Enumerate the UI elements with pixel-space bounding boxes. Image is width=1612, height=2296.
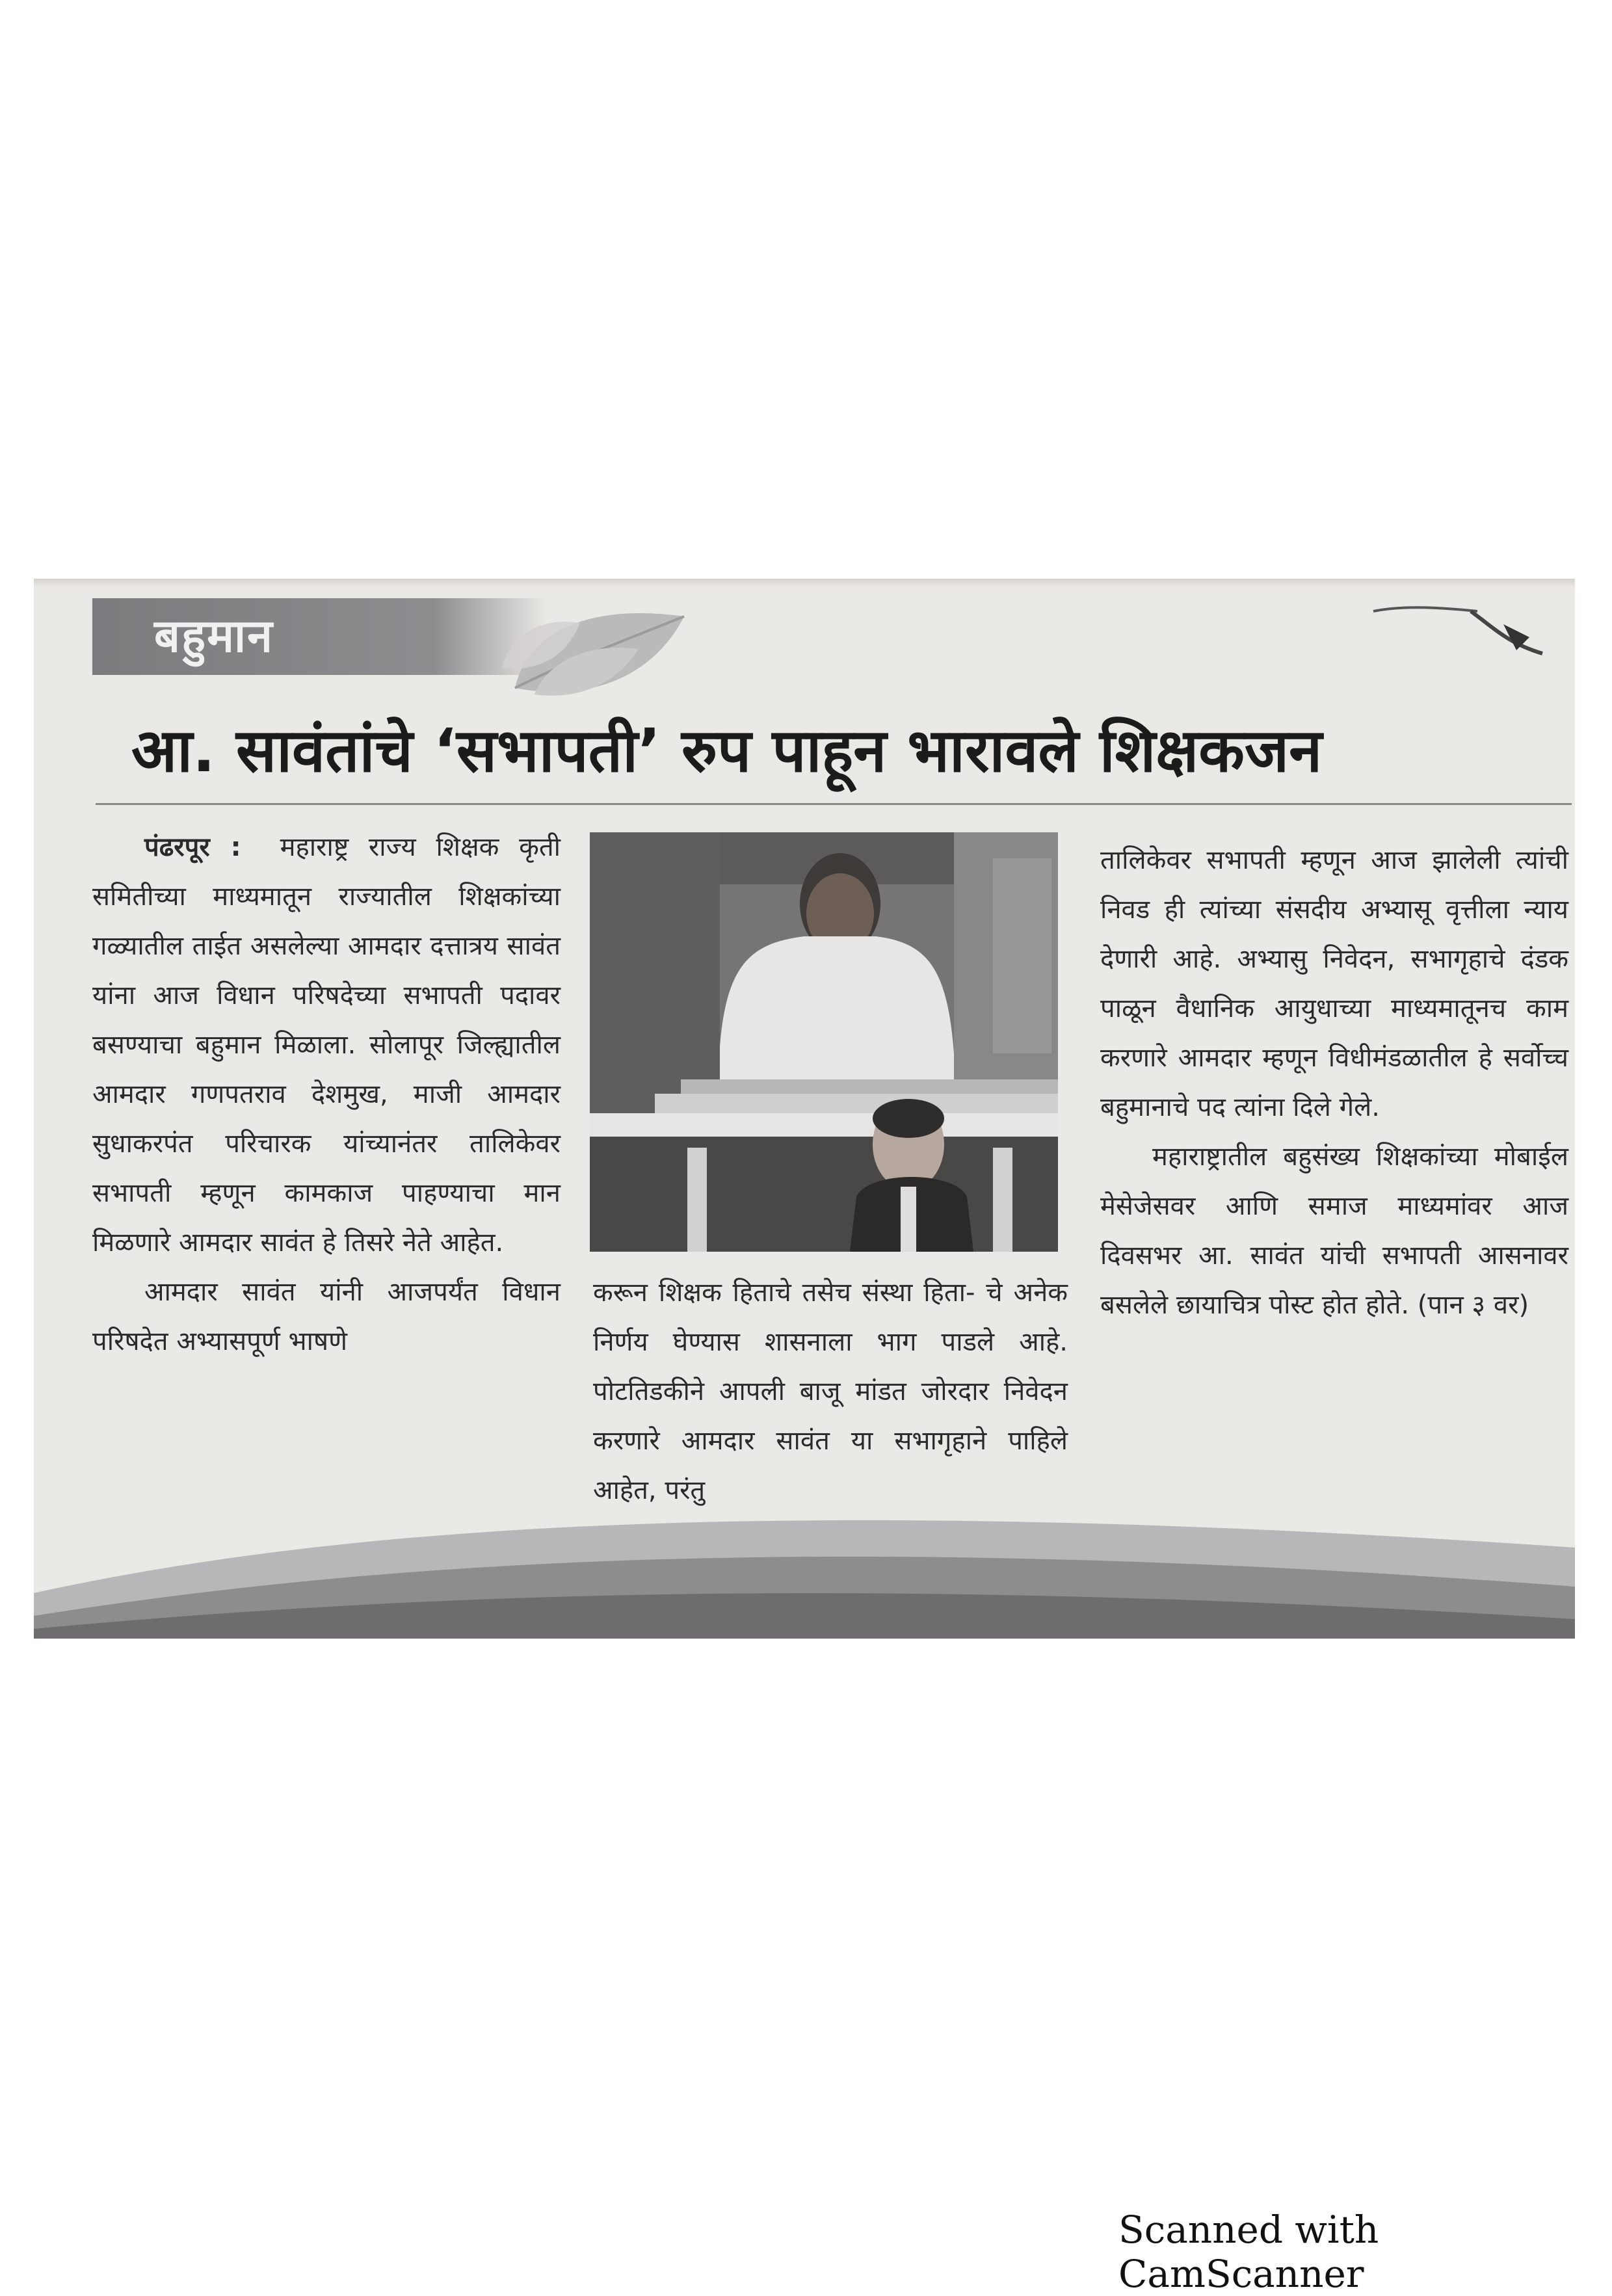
column3-paragraph-1: तालिकेवर सभापती म्हणून आज झालेली त्यांची निवड ही त्यांच्या संसदीय अभ्यासू वृत्तीला न्याय देणारी आहे. अभ्यासु निवेदन, सभागृहाचे दंडक पाळून वैधानिक आयुधाच्या माध्यमातूनच काम करणारे आमदार म्हणून विधीमंडळातील हे सर्वोच्च बहुमानाचे पद त्यांना दिले गेले. (1100, 845, 1568, 1122)
newspaper-clipping (34, 579, 1575, 1639)
clipping-edge (34, 579, 1575, 588)
article-headline: आ. सावंतांचे ‘सभापती’ रुप पाहून भारावले शिक्षकजन (131, 716, 1323, 785)
headline-rule (96, 803, 1572, 805)
section-tab (92, 598, 548, 675)
article-column-3 (1100, 836, 1568, 1330)
article-column-1 (92, 823, 561, 1366)
column3-paragraph-2: महाराष्ट्रातील बहुसंख्य शिक्षकांच्या मोबाईल मेसेजेसवर आणि समाज माध्यमांवर आज दिवसभर आ. सावंत यांची सभापती आसनावर बसलेले छायाचित्र पोस्ट होत होते. (पान ३ वर) (1100, 1142, 1568, 1320)
leaf-ornament-icon (489, 590, 723, 707)
column1-paragraph-2: आमदार सावंत यांनी आजपर्यंत विधान परिषदेत अभ्यासपूर्ण भाषणे (92, 1277, 561, 1356)
column2-paragraph-1: करून शिक्षक हिताचे तसेच संस्था हिता- चे अनेक निर्णय घेण्यास शासनाला भाग पाडले आहे. पोटतिडकीने आपली बाजू मांडत जोरदार निवेदन करणारे आमदार सावंत या सभागृहाने पाहिले आहेत, परंतु (593, 1278, 1068, 1505)
column1-paragraph-1 (92, 823, 561, 1267)
scanner-watermark: Scanned with CamScanner (1118, 2208, 1379, 2296)
article-photo (590, 832, 1058, 1252)
column1-paragraph-1-text: महाराष्ट्र राज्य शिक्षक कृती समितीच्या माध्यमातून राज्यातील शिक्षकांच्या गळ्यातील ताईत असलेल्या आमदार दत्तात्रय सावंत यांना आज विधान परिषदेच्या सभापती पदावर बसण्याचा बहुमान मिळाला. सोलापूर जिल्ह्यातील आमदार गणपतराव देशमुख, माजी आमदार सुधाकरपंत परिचारक यांच्यानंतर तालिकेवर सभापती म्हणून कामकाज पाहण्याचा मान मिळणारे आमदार सावंत हे तिसरे नेते आहेत. (92, 832, 561, 1258)
decorative-wave-band (34, 1496, 1575, 1639)
section-label: बहुमान (154, 609, 274, 663)
corner-scribble-mark (1367, 592, 1549, 670)
article-column-2 (593, 1268, 1068, 1515)
dateline: पंढरपूर : (144, 832, 241, 862)
